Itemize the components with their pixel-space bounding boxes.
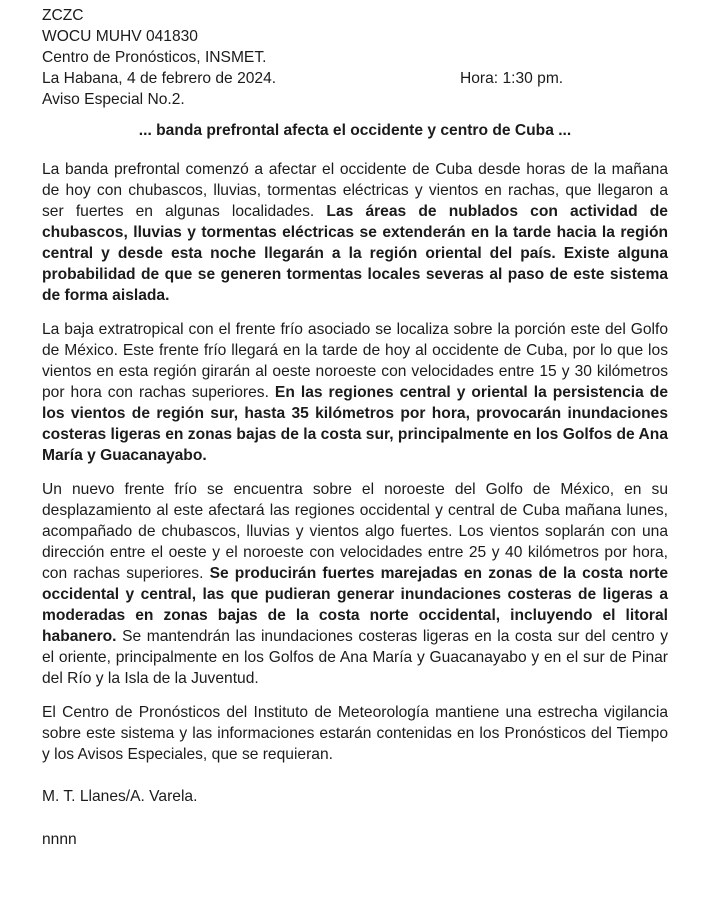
header-line-wmo-code: WOCU MUHV 041830 [42,28,198,45]
header-line-center: Centro de Pronósticos, INSMET. [42,49,267,66]
paragraph-1-bold-text: Las áreas de nublados con actividad de chubascos, lluvias y tormentas eléctricas se extenderán en la tarde hacia la región central y desde esta noche llegarán a la región oriental del país. Existe alguna probabilidad de que se generen tormentas locales severas al paso de este sistema de forma aislada. [42,203,668,304]
forecaster-signature: M. T. Llanes/A. Varela. [42,788,198,805]
header-line-zczc: ZCZC [42,7,84,24]
paragraph-3-normal-text-2: Se mantendrán las inundaciones costeras ligeras en la costa sur del centro y el oriente, principalmente en los Golfos de Ana María y Guacanayabo y en el sur de Pinar del Río y la Isla de la Juventud. [42,628,668,687]
paragraph-prefrontal-band [42,159,668,306]
paragraph-1-normal-text: La banda prefrontal comenzó a afectar el occidente de Cuba desde horas de la mañana de hoy con chubascos, lluvias, tormentas eléctricas y vientos en rachas, que llegaron a ser fuertes en algunas localidades. [42,161,668,220]
paragraph-3-bold-text: Se producirán fuertes marejadas en zonas de la costa norte occidental y central, las que pudieran generar inundaciones costeras de ligeras a moderadas en zonas bajas de la costa norte occidental, incluyendo el litoral habanero. [42,565,668,645]
document-title: ... banda prefrontal afecta el occidente y centro de Cuba ... [138,122,572,139]
paragraph-closing-statement [42,702,668,765]
message-end-code: nnnn [42,831,77,848]
paragraph-new-cold-front [42,479,668,689]
paragraph-4-normal-text: El Centro de Pronósticos del Instituto de Meteorología mantiene una estrecha vigilancia sobre este sistema y las informaciones estarán contenidas en los Pronósticos del Tiempo y los Avisos Especiales, que se requieran. [42,704,668,763]
header-advisory-number: Aviso Especial No.2. [42,91,185,108]
paragraph-extratropical-low [42,319,668,466]
paragraph-2-normal-text: La baja extratropical con el frente frío asociado se localiza sobre la porción este del Golfo de México. Este frente frío llegará en la tarde de hoy al occidente de Cuba, por lo que los vientos en esta región girarán al oeste noroeste con velocidades entre 15 y 30 kilómetros por hora con rachas superiores. [42,321,668,401]
header-date: La Habana, 4 de febrero de 2024. [42,70,277,87]
paragraph-3-normal-text: Un nuevo frente frío se encuentra sobre el noroeste del Golfo de México, en su desplazamiento al este afectará las regiones occidental y central de Cuba mañana lunes, acompañado de chubascos, lluvias y vientos algo fuertes. Los vientos soplarán con una dirección entre el oeste y el noroeste con velocidades entre 25 y 40 kilómetros por hora, con rachas superiores. [42,481,668,582]
document-header [42,5,668,110]
header-date-row [42,68,668,89]
header-time: Hora: 1:30 pm. [460,70,564,87]
paragraph-2-bold-text: En las regiones central y oriental la persistencia de los vientos de región sur, hasta 35 kilómetros por hora, provocarán inundaciones costeras ligeras en zonas bajas de la costa sur, principalmente en los Golfos de Ana María y Guacanayabo. [42,384,668,464]
